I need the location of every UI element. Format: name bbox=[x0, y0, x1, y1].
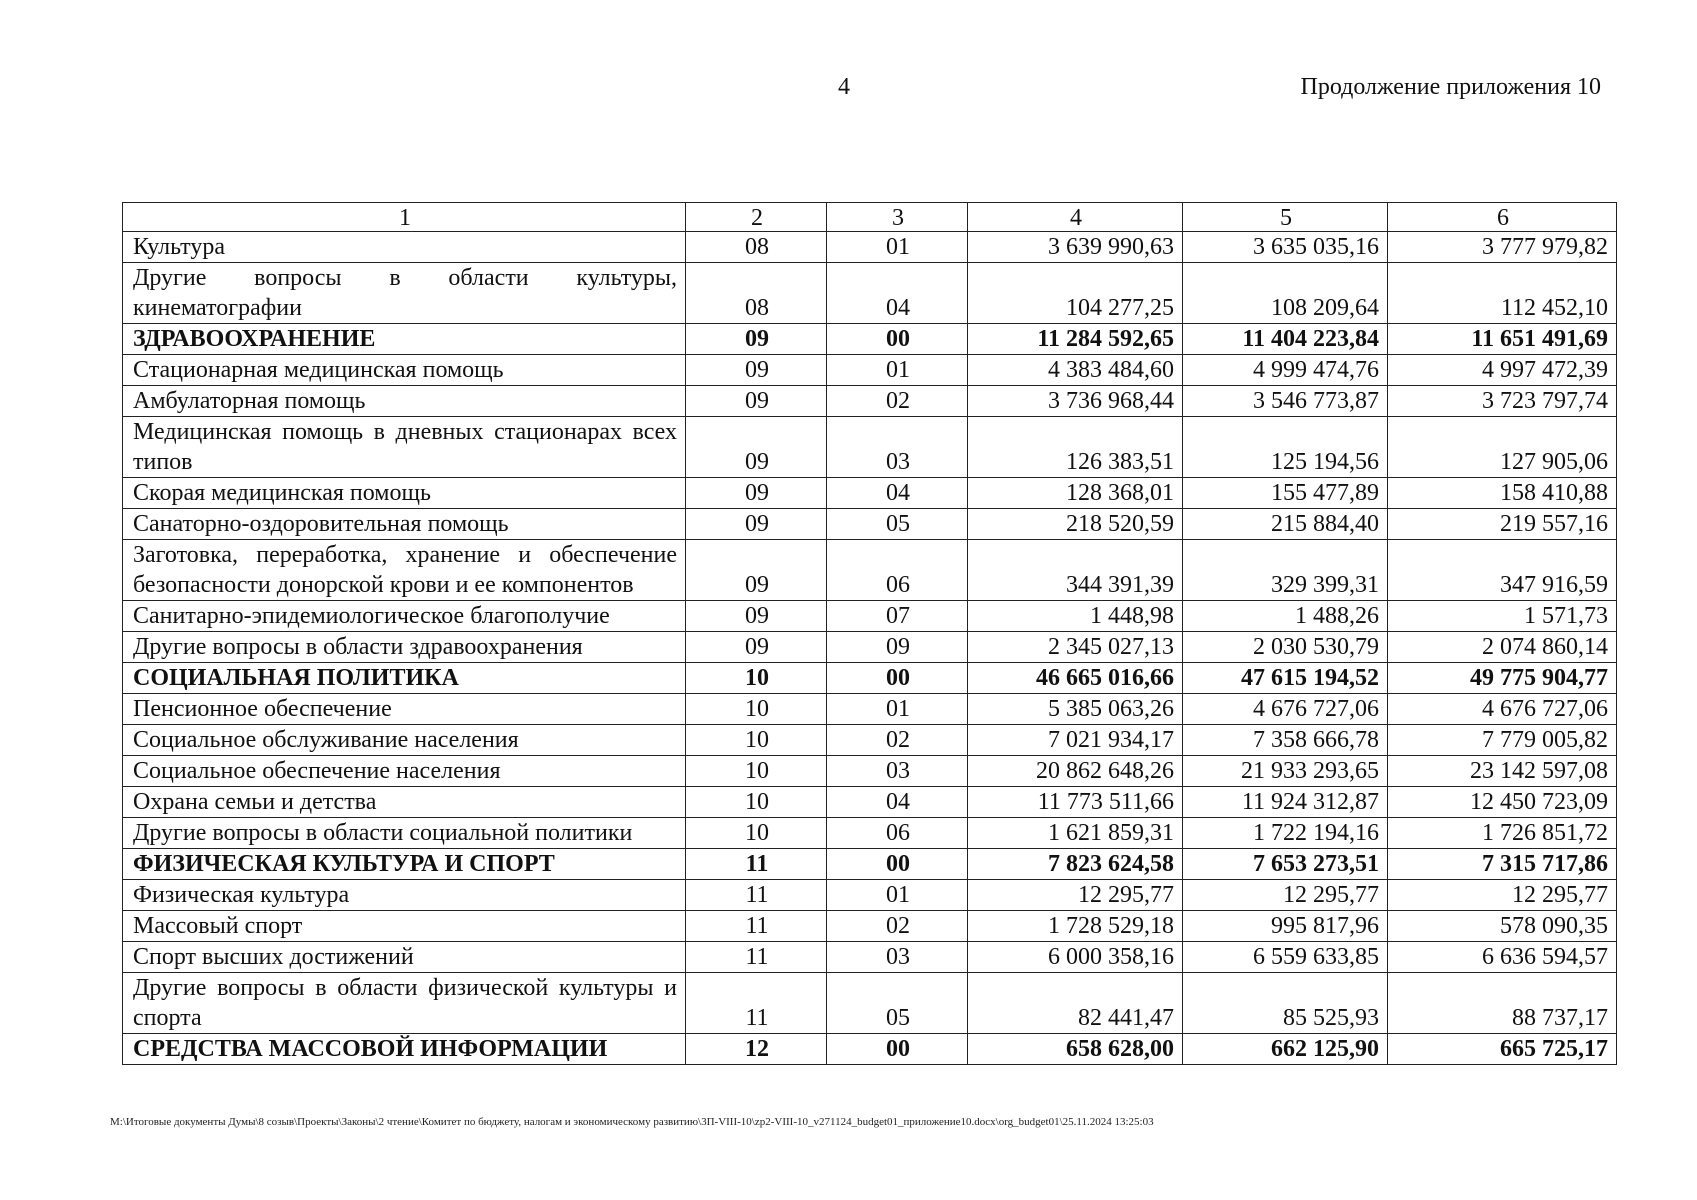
subsection-code: 01 bbox=[827, 880, 968, 911]
row-name: Социальное обслуживание населения bbox=[123, 725, 686, 756]
amount-column-6: 578 090,35 bbox=[1388, 911, 1617, 942]
row-name: Другие вопросы в области социальной политики bbox=[123, 818, 686, 849]
table-row bbox=[123, 478, 1617, 509]
subsection-code: 09 bbox=[827, 632, 968, 663]
amount-column-6: 12 295,77 bbox=[1388, 880, 1617, 911]
amount-column-4: 11 773 511,66 bbox=[968, 787, 1183, 818]
section-code: 11 bbox=[686, 849, 827, 880]
amount-column-5: 47 615 194,52 bbox=[1183, 663, 1388, 694]
table-row bbox=[123, 417, 1617, 478]
amount-column-4: 12 295,77 bbox=[968, 880, 1183, 911]
amount-column-6: 1 726 851,72 bbox=[1388, 818, 1617, 849]
section-code: 10 bbox=[686, 756, 827, 787]
amount-column-6: 112 452,10 bbox=[1388, 263, 1617, 324]
subsection-code: 06 bbox=[827, 818, 968, 849]
amount-column-5: 155 477,89 bbox=[1183, 478, 1388, 509]
amount-column-5: 11 924 312,87 bbox=[1183, 787, 1388, 818]
amount-column-5: 108 209,64 bbox=[1183, 263, 1388, 324]
subsection-code: 03 bbox=[827, 756, 968, 787]
subsection-code: 01 bbox=[827, 355, 968, 386]
section-code: 09 bbox=[686, 540, 827, 601]
amount-column-4: 82 441,47 bbox=[968, 973, 1183, 1034]
row-name: Другие вопросы в области здравоохранения bbox=[123, 632, 686, 663]
amount-column-6: 88 737,17 bbox=[1388, 973, 1617, 1034]
section-code: 10 bbox=[686, 725, 827, 756]
subsection-code: 03 bbox=[827, 942, 968, 973]
subsection-code: 01 bbox=[827, 232, 968, 263]
amount-column-6: 4 676 727,06 bbox=[1388, 694, 1617, 725]
amount-column-6: 1 571,73 bbox=[1388, 601, 1617, 632]
document-file-path: M:\Итоговые документы Думы\8 созыв\Проекты\Законы\2 чтение\Комитет по бюджету, налогам и экономическому развитию\3П-VIII-10\zp2-VIII-10_v271124_budget01_приложение10.docx\org_budget01\25.11.2024 13:25:03 bbox=[110, 1116, 1154, 1128]
section-total-row bbox=[123, 663, 1617, 694]
section-code: 09 bbox=[686, 324, 827, 355]
subsection-code: 00 bbox=[827, 663, 968, 694]
section-code: 09 bbox=[686, 632, 827, 663]
table-row bbox=[123, 632, 1617, 663]
amount-column-4: 46 665 016,66 bbox=[968, 663, 1183, 694]
amount-column-5: 7 358 666,78 bbox=[1183, 725, 1388, 756]
subsection-code: 00 bbox=[827, 1034, 968, 1065]
amount-column-5: 85 525,93 bbox=[1183, 973, 1388, 1034]
amount-column-6: 12 450 723,09 bbox=[1388, 787, 1617, 818]
row-name: Массовый спорт bbox=[123, 911, 686, 942]
column-header: 6 bbox=[1388, 203, 1617, 232]
amount-column-5: 4 676 727,06 bbox=[1183, 694, 1388, 725]
table-row bbox=[123, 232, 1617, 263]
table-row bbox=[123, 756, 1617, 787]
subsection-code: 00 bbox=[827, 324, 968, 355]
row-name: СРЕДСТВА МАССОВОЙ ИНФОРМАЦИИ bbox=[123, 1034, 686, 1065]
amount-column-6: 347 916,59 bbox=[1388, 540, 1617, 601]
amount-column-6: 7 779 005,82 bbox=[1388, 725, 1617, 756]
row-name: Стационарная медицинская помощь bbox=[123, 355, 686, 386]
amount-column-5: 12 295,77 bbox=[1183, 880, 1388, 911]
table-row bbox=[123, 540, 1617, 601]
section-code: 11 bbox=[686, 880, 827, 911]
amount-column-6: 49 775 904,77 bbox=[1388, 663, 1617, 694]
table-row bbox=[123, 880, 1617, 911]
subsection-code: 00 bbox=[827, 849, 968, 880]
amount-column-6: 3 723 797,74 bbox=[1388, 386, 1617, 417]
subsection-code: 02 bbox=[827, 725, 968, 756]
section-code: 10 bbox=[686, 663, 827, 694]
amount-column-5: 2 030 530,79 bbox=[1183, 632, 1388, 663]
amount-column-5: 4 999 474,76 bbox=[1183, 355, 1388, 386]
amount-column-6: 11 651 491,69 bbox=[1388, 324, 1617, 355]
amount-column-4: 344 391,39 bbox=[968, 540, 1183, 601]
amount-column-4: 7 823 624,58 bbox=[968, 849, 1183, 880]
column-header: 1 bbox=[123, 203, 686, 232]
table-row bbox=[123, 263, 1617, 324]
amount-column-5: 6 559 633,85 bbox=[1183, 942, 1388, 973]
subsection-code: 07 bbox=[827, 601, 968, 632]
subsection-code: 05 bbox=[827, 509, 968, 540]
row-name: Другие вопросы в области физической культуры и спорта bbox=[123, 973, 686, 1034]
amount-column-4: 3 736 968,44 bbox=[968, 386, 1183, 417]
subsection-code: 04 bbox=[827, 478, 968, 509]
section-code: 11 bbox=[686, 942, 827, 973]
amount-column-5: 995 817,96 bbox=[1183, 911, 1388, 942]
row-name: Пенсионное обеспечение bbox=[123, 694, 686, 725]
amount-column-4: 6 000 358,16 bbox=[968, 942, 1183, 973]
section-code: 11 bbox=[686, 911, 827, 942]
amount-column-5: 3 546 773,87 bbox=[1183, 386, 1388, 417]
amount-column-4: 1 448,98 bbox=[968, 601, 1183, 632]
table-row bbox=[123, 509, 1617, 540]
budget-table bbox=[122, 202, 1617, 1065]
amount-column-4: 20 862 648,26 bbox=[968, 756, 1183, 787]
subsection-code: 06 bbox=[827, 540, 968, 601]
amount-column-4: 658 628,00 bbox=[968, 1034, 1183, 1065]
table-row bbox=[123, 386, 1617, 417]
table-row bbox=[123, 725, 1617, 756]
section-code: 10 bbox=[686, 818, 827, 849]
section-code: 09 bbox=[686, 355, 827, 386]
amount-column-4: 11 284 592,65 bbox=[968, 324, 1183, 355]
row-name: Культура bbox=[123, 232, 686, 263]
table-row bbox=[123, 942, 1617, 973]
column-header: 3 bbox=[827, 203, 968, 232]
row-name: Санаторно-оздоровительная помощь bbox=[123, 509, 686, 540]
amount-column-6: 665 725,17 bbox=[1388, 1034, 1617, 1065]
amount-column-4: 128 368,01 bbox=[968, 478, 1183, 509]
amount-column-6: 23 142 597,08 bbox=[1388, 756, 1617, 787]
section-total-row bbox=[123, 1034, 1617, 1065]
amount-column-4: 7 021 934,17 bbox=[968, 725, 1183, 756]
amount-column-5: 7 653 273,51 bbox=[1183, 849, 1388, 880]
subsection-code: 05 bbox=[827, 973, 968, 1034]
amount-column-5: 662 125,90 bbox=[1183, 1034, 1388, 1065]
amount-column-6: 2 074 860,14 bbox=[1388, 632, 1617, 663]
table-row bbox=[123, 973, 1617, 1034]
appendix-continuation-title: Продолжение приложения 10 bbox=[1300, 74, 1601, 100]
subsection-code: 04 bbox=[827, 787, 968, 818]
subsection-code: 02 bbox=[827, 911, 968, 942]
table-row bbox=[123, 694, 1617, 725]
amount-column-4: 104 277,25 bbox=[968, 263, 1183, 324]
subsection-code: 01 bbox=[827, 694, 968, 725]
row-name: Санитарно-эпидемиологическое благополучие bbox=[123, 601, 686, 632]
subsection-code: 03 bbox=[827, 417, 968, 478]
section-code: 12 bbox=[686, 1034, 827, 1065]
column-number-row bbox=[123, 203, 1617, 232]
amount-column-5: 3 635 035,16 bbox=[1183, 232, 1388, 263]
column-header: 5 bbox=[1183, 203, 1388, 232]
row-name: Медицинская помощь в дневных стационарах всех типов bbox=[123, 417, 686, 478]
section-code: 08 bbox=[686, 263, 827, 324]
row-name: Физическая культура bbox=[123, 880, 686, 911]
table-row bbox=[123, 787, 1617, 818]
section-code: 11 bbox=[686, 973, 827, 1034]
amount-column-6: 127 905,06 bbox=[1388, 417, 1617, 478]
amount-column-5: 1 488,26 bbox=[1183, 601, 1388, 632]
row-name: СОЦИАЛЬНАЯ ПОЛИТИКА bbox=[123, 663, 686, 694]
table-row bbox=[123, 911, 1617, 942]
amount-column-6: 219 557,16 bbox=[1388, 509, 1617, 540]
row-name: Другие вопросы в области культуры, кинематографии bbox=[123, 263, 686, 324]
amount-column-5: 125 194,56 bbox=[1183, 417, 1388, 478]
section-total-row bbox=[123, 849, 1617, 880]
column-header: 2 bbox=[686, 203, 827, 232]
row-name: Амбулаторная помощь bbox=[123, 386, 686, 417]
amount-column-5: 1 722 194,16 bbox=[1183, 818, 1388, 849]
amount-column-6: 3 777 979,82 bbox=[1388, 232, 1617, 263]
section-code: 08 bbox=[686, 232, 827, 263]
row-name: ЗДРАВООХРАНЕНИЕ bbox=[123, 324, 686, 355]
page-number: 4 bbox=[838, 74, 850, 100]
amount-column-4: 2 345 027,13 bbox=[968, 632, 1183, 663]
amount-column-4: 1 621 859,31 bbox=[968, 818, 1183, 849]
amount-column-5: 21 933 293,65 bbox=[1183, 756, 1388, 787]
row-name: Социальное обеспечение населения bbox=[123, 756, 686, 787]
row-name: Заготовка, переработка, хранение и обеспечение безопасности донорской крови и ее компонентов bbox=[123, 540, 686, 601]
section-code: 10 bbox=[686, 787, 827, 818]
amount-column-4: 1 728 529,18 bbox=[968, 911, 1183, 942]
column-header: 4 bbox=[968, 203, 1183, 232]
section-code: 09 bbox=[686, 417, 827, 478]
subsection-code: 04 bbox=[827, 263, 968, 324]
amount-column-4: 126 383,51 bbox=[968, 417, 1183, 478]
subsection-code: 02 bbox=[827, 386, 968, 417]
row-name: Скорая медицинская помощь bbox=[123, 478, 686, 509]
amount-column-5: 11 404 223,84 bbox=[1183, 324, 1388, 355]
section-total-row bbox=[123, 324, 1617, 355]
amount-column-4: 4 383 484,60 bbox=[968, 355, 1183, 386]
amount-column-5: 215 884,40 bbox=[1183, 509, 1388, 540]
amount-column-6: 7 315 717,86 bbox=[1388, 849, 1617, 880]
table-row bbox=[123, 818, 1617, 849]
section-code: 09 bbox=[686, 478, 827, 509]
row-name: ФИЗИЧЕСКАЯ КУЛЬТУРА И СПОРТ bbox=[123, 849, 686, 880]
table-row bbox=[123, 355, 1617, 386]
section-code: 09 bbox=[686, 386, 827, 417]
amount-column-4: 218 520,59 bbox=[968, 509, 1183, 540]
table-row bbox=[123, 601, 1617, 632]
amount-column-4: 3 639 990,63 bbox=[968, 232, 1183, 263]
amount-column-6: 4 997 472,39 bbox=[1388, 355, 1617, 386]
amount-column-4: 5 385 063,26 bbox=[968, 694, 1183, 725]
section-code: 10 bbox=[686, 694, 827, 725]
section-code: 09 bbox=[686, 509, 827, 540]
amount-column-6: 6 636 594,57 bbox=[1388, 942, 1617, 973]
row-name: Охрана семьи и детства bbox=[123, 787, 686, 818]
row-name: Спорт высших достижений bbox=[123, 942, 686, 973]
section-code: 09 bbox=[686, 601, 827, 632]
amount-column-5: 329 399,31 bbox=[1183, 540, 1388, 601]
amount-column-6: 158 410,88 bbox=[1388, 478, 1617, 509]
